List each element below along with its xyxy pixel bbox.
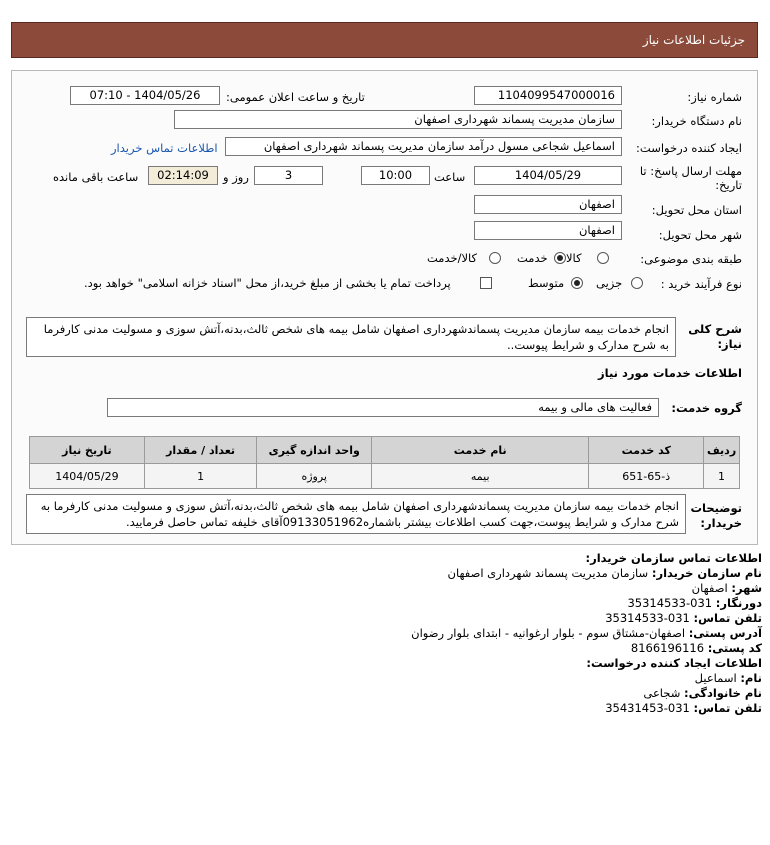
process-option-minor: جزیی (596, 276, 623, 290)
summary-textbox[interactable]: انجام خدمات بیمه سازمان مدیریت پسماندشهرداری اصفهان شامل بیمه های شخص ثالث،بدنه،آتش سوزی و مسولیت مدنی کارفرما به شرح مدارک و شرایط پیوست.. (26, 317, 676, 357)
cell-row: 1 (704, 464, 740, 489)
col-code-header: کد خدمت (589, 437, 704, 464)
service-group-field[interactable]: فعالیت های مالی و بیمه (107, 398, 659, 417)
city-field[interactable]: اصفهان (474, 221, 622, 240)
contact-phone: تلفن تماس: 031-35314533 (605, 611, 762, 625)
buyer-notes-textbox[interactable]: انجام خدمات بیمه سازمان مدیریت پسماندشهرداری اصفهان شامل بیمه های شخص ثالث،بدنه،آتش سوزی و مسولیت مدنی کارفرما به شرح مدارک و شرایط پیوست،جهت کسب اطلاعات بیشتر باشماره09133051962آقای خلیفه تماس حاصل فرمایید. (26, 494, 686, 534)
remaining-time-field: 02:14:09 (148, 166, 218, 185)
deadline-label: مهلت ارسال پاسخ: تا (639, 164, 742, 178)
cell-unit: پروژه (257, 464, 372, 489)
cell-date: 1404/05/29 (30, 464, 145, 489)
province-field[interactable]: اصفهان (474, 195, 622, 214)
cell-name: بیمه (372, 464, 589, 489)
province-label: استان محل تحویل: (651, 203, 742, 217)
col-row-header: ردیف (704, 437, 740, 464)
creator-phone: تلفن تماس: 031-35431453 (605, 701, 762, 715)
category-option-goods: کالا (566, 251, 582, 265)
city-label: شهر محل تحویل: (658, 228, 742, 242)
treasury-checkbox[interactable] (480, 277, 492, 289)
summary-label-2: نیاز: (717, 337, 742, 351)
category-label: طبقه بندی موضوعی: (640, 252, 742, 266)
services-section-title: اطلاعات خدمات مورد نیاز (598, 366, 742, 380)
creator-info-title: اطلاعات ایجاد کننده درخواست: (586, 656, 762, 670)
category-radio-goods[interactable] (597, 252, 609, 264)
creator-field[interactable]: اسماعیل شجاعی مسول درآمد سازمان مدیریت پسماند شهرداری اصفهان (225, 137, 622, 156)
contact-title: اطلاعات تماس سازمان خریدار: (585, 551, 762, 565)
col-name-header: نام خدمت (372, 437, 589, 464)
page-title: جزئیات اطلاعات نیاز (642, 33, 745, 47)
days-label: روز و (223, 170, 249, 184)
buyer-org-label: نام دستگاه خریدار: (651, 114, 742, 128)
need-number-field[interactable]: 1104099547000016 (474, 86, 622, 105)
announce-date-label: تاریخ و ساعت اعلان عمومی: (226, 90, 365, 104)
col-qty-header: تعداد / مقدار (144, 437, 257, 464)
contact-city: شهر: اصفهان (691, 581, 762, 595)
buyer-notes-label: توضیحات (690, 501, 742, 515)
page-header (11, 22, 758, 58)
deadline-time-field[interactable]: 10:00 (361, 166, 430, 185)
remaining-time-label: ساعت باقی مانده (53, 170, 139, 184)
cell-qty: 1 (144, 464, 257, 489)
category-option-service: خدمت (517, 251, 548, 265)
contact-fax: دورنگار: 031-35314533 (627, 596, 762, 610)
announce-date-field[interactable]: 1404/05/26 - 07:10 (70, 86, 220, 105)
col-unit-header: واحد اندازه گیری (257, 437, 372, 464)
contact-postal: کد پستی: 8166196116 (630, 641, 762, 655)
services-table (29, 436, 740, 489)
table-header-row (30, 437, 740, 464)
contact-address: آدرس پستی: اصفهان-مشتاق سوم - بلوار ارغوانیه - ابتدای بلوار رضوان (411, 626, 762, 640)
creator-family: نام خانوادگی: شجاعی (643, 686, 762, 700)
deadline-time-label: ساعت (434, 170, 466, 184)
category-option-goods-service: کالا/خدمت (427, 251, 478, 265)
contact-org: نام سازمان خریدار: سازمان مدیریت پسماند شهرداری اصفهان (447, 566, 762, 580)
deadline-date-field[interactable]: 1404/05/29 (474, 166, 622, 185)
summary-label: شرح کلی (688, 322, 742, 336)
treasury-note: پرداخت تمام یا بخشی از مبلغ خرید،از محل "اسناد خزانه اسلامی" خواهد بود. (84, 276, 451, 290)
process-type-label: نوع فرآیند خرید : (660, 277, 742, 291)
process-option-medium: متوسط (528, 276, 565, 290)
buyer-notes-label-2: خریدار: (700, 516, 742, 530)
buyer-org-field[interactable]: سازمان مدیریت پسماند شهرداری اصفهان (174, 110, 622, 129)
creator-name: نام: اسماعیل (694, 671, 762, 685)
category-radio-service[interactable] (554, 252, 566, 264)
service-group-label: گروه خدمت: (671, 401, 742, 415)
deadline-date-label: تاریخ: (715, 178, 742, 192)
cell-code: ذ-65-651 (589, 464, 704, 489)
buyer-contact-link[interactable]: اطلاعات تماس خریدار (111, 141, 218, 155)
need-number-label: شماره نیاز: (687, 90, 742, 104)
creator-label: ایجاد کننده درخواست: (636, 141, 742, 155)
days-remaining-field[interactable]: 3 (254, 166, 323, 185)
process-radio-medium[interactable] (571, 277, 583, 289)
category-radio-goods-service[interactable] (489, 252, 501, 264)
col-date-header: تاریخ نیاز (30, 437, 145, 464)
process-radio-minor[interactable] (631, 277, 643, 289)
table-row[interactable] (30, 464, 740, 489)
